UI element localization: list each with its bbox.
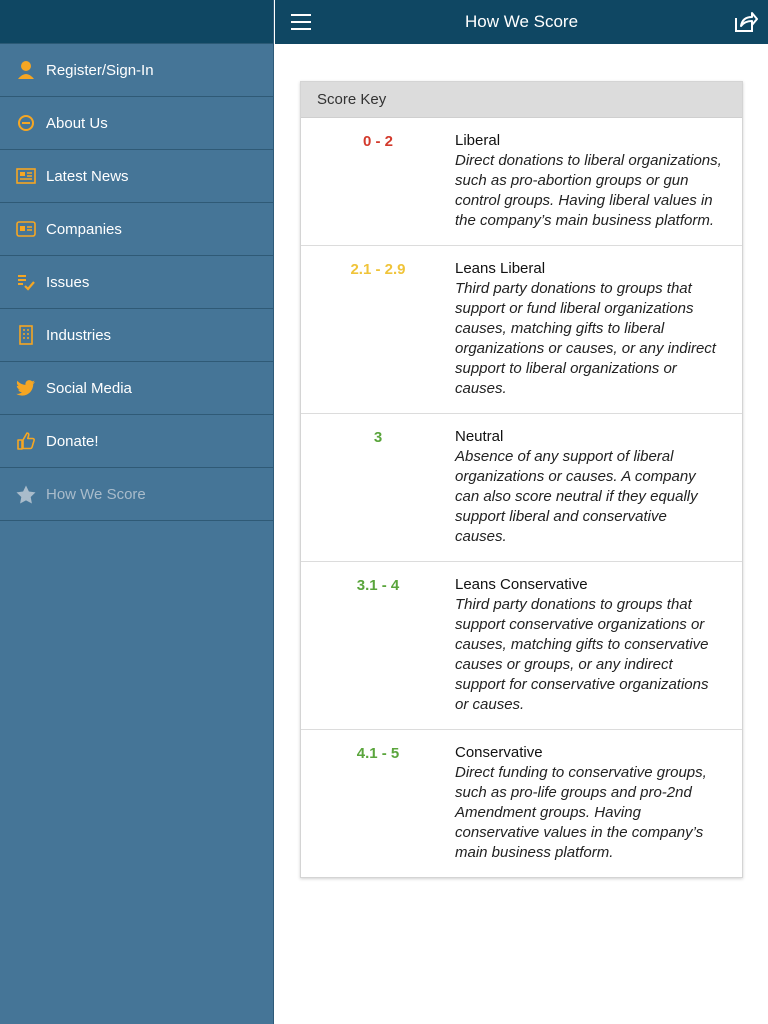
- score-label: Leans Conservative: [455, 576, 588, 593]
- score-row: [301, 246, 742, 414]
- score-description: Third party donations to groups that support or fund liberal organizations causes, matching gifts to liberal organizations or causes, or any indirect support to liberal organizations or causes.: [455, 280, 716, 397]
- score-label: Leans Liberal: [455, 260, 546, 277]
- score-description: Direct funding to conservative groups, such as pro-life groups and pro-2nd Amendment groups. Having conservative values in the company’s main business platform.: [455, 764, 707, 861]
- sidebar-item-label: About Us: [46, 114, 108, 132]
- sidebar-item-label: Companies: [46, 220, 122, 238]
- sidebar-item-label: How We Score: [46, 485, 146, 503]
- sidebar-item-issues[interactable]: [0, 256, 273, 309]
- share-icon[interactable]: [732, 10, 758, 34]
- sidebar-item-label: Latest News: [46, 167, 129, 185]
- thumbs-up-icon: [16, 431, 36, 451]
- score-label: Conservative: [455, 744, 543, 761]
- score-row: [301, 562, 742, 730]
- newspaper-icon: [16, 166, 36, 186]
- score-description: Absence of any support of liberal organizations or causes. A company can also score neutral if they equally support liberal and conservative causes.: [455, 448, 698, 545]
- sidebar-item-label: Industries: [46, 326, 112, 344]
- score-range: 2.1 - 2.9: [350, 261, 406, 278]
- main-content: [275, 44, 768, 1024]
- sidebar-item-how-we-score[interactable]: [0, 468, 273, 521]
- sidebar-item-register[interactable]: [0, 44, 273, 97]
- score-key-card: [300, 81, 743, 878]
- score-range: 3.1 - 4: [356, 577, 400, 594]
- chat-icon: [16, 113, 36, 133]
- twitter-icon: [16, 378, 36, 398]
- score-description: Third party donations to groups that support conservative organizations or causes, matching gifts to conservative causes or groups, or any indirect support for conservative organizations or causes.: [455, 596, 709, 713]
- building-icon: [16, 325, 36, 345]
- score-range: 3: [373, 429, 383, 446]
- star-icon: [16, 484, 36, 504]
- score-description: Direct donations to liberal organizations, such as pro-abortion groups or gun control groups. Having liberal values in the company’s main business platform.: [455, 152, 722, 229]
- sidebar-item-about-us[interactable]: [0, 97, 273, 150]
- score-range: 0 - 2: [362, 133, 393, 150]
- score-row: [301, 730, 742, 877]
- score-row: [301, 118, 742, 246]
- checklist-icon: [16, 272, 36, 292]
- sidebar-item-donate[interactable]: [0, 415, 273, 468]
- page-title: How We Score: [464, 12, 579, 31]
- sidebar-item-latest-news[interactable]: [0, 150, 273, 203]
- sidebar: [0, 0, 274, 1024]
- score-range: 4.1 - 5: [356, 745, 400, 762]
- hamburger-menu-icon[interactable]: [289, 12, 313, 32]
- sidebar-item-label: Issues: [46, 273, 90, 291]
- sidebar-item-label: Social Media: [46, 379, 132, 397]
- score-label: Liberal: [455, 132, 501, 149]
- score-label: Neutral: [455, 428, 504, 445]
- id-card-icon: [16, 219, 36, 239]
- sidebar-item-companies[interactable]: [0, 203, 273, 256]
- user-icon: [16, 60, 36, 80]
- score-row: [301, 414, 742, 562]
- sidebar-item-label: Donate!: [46, 432, 99, 450]
- sidebar-header: [0, 0, 273, 44]
- sidebar-item-industries[interactable]: [0, 309, 273, 362]
- top-bar: [275, 0, 768, 44]
- sidebar-item-social-media[interactable]: [0, 362, 273, 415]
- score-key-title: Score Key: [301, 82, 742, 118]
- sidebar-item-label: Register/Sign-In: [46, 61, 154, 79]
